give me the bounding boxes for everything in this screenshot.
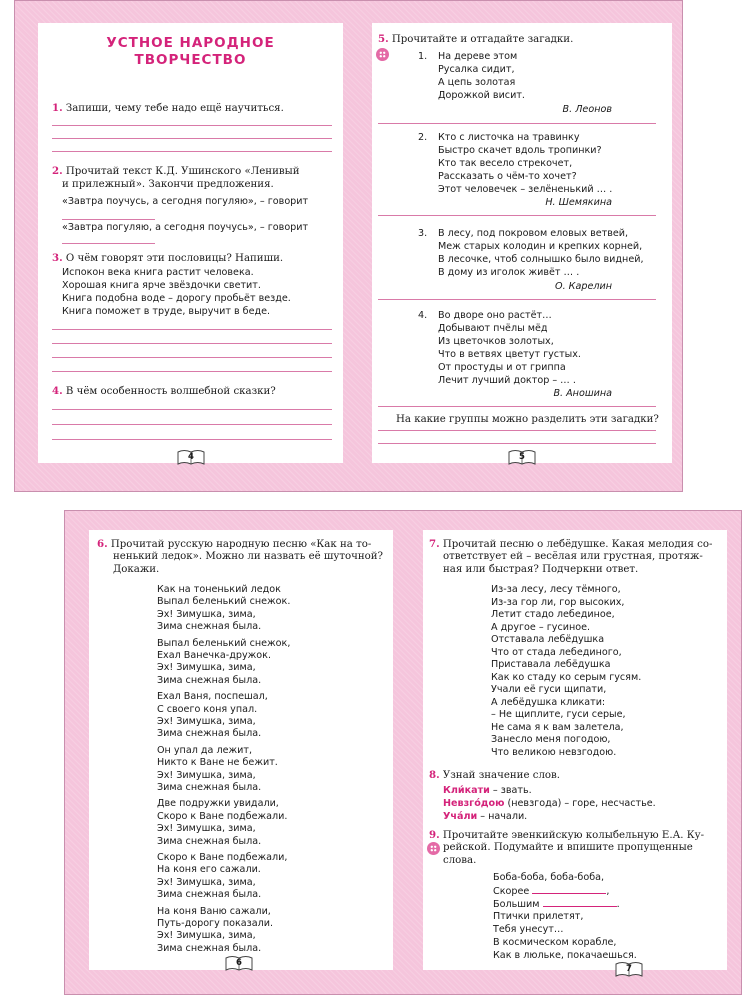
fill-in-blank[interactable] (532, 884, 606, 894)
song-line: Не сама я к вам залетела, (491, 721, 624, 733)
section-title-line1: УСТНОЕ НАРОДНОЕ (106, 35, 275, 51)
answer-line[interactable] (52, 329, 332, 330)
task-1: 1. Запиши, чему тебе надо ещё научиться. (52, 102, 284, 114)
song-line: А другое – гусиное. (491, 621, 591, 633)
answer-line[interactable] (52, 357, 332, 358)
song-line: Зима снежная была. (157, 942, 262, 954)
proverb: Испокон века книга растит человека. (62, 267, 254, 278)
song-line: Что от стада лебединого, (491, 646, 622, 658)
lullaby-line: В космическом корабле, (493, 937, 617, 948)
riddle-line: А цепь золотая (438, 77, 516, 88)
riddle-line: Рассказать о чём-то хочет? (438, 171, 577, 182)
word-definition: Невзгóдою (невзгода) – горе, несчастье. (443, 798, 656, 809)
song-line: Эх! Зимушка, зима, (157, 876, 256, 888)
song-line: Из-за лесу, лесу тёмного, (491, 584, 621, 595)
book-spread-top (14, 0, 683, 492)
page-number: 4 (188, 452, 194, 462)
answer-line[interactable] (62, 243, 155, 244)
song-line: – Не щиплите, гуси серые, (491, 709, 626, 720)
page-number-badge (615, 961, 643, 977)
song-line: Ехал Ванечка-дружок. (157, 650, 271, 661)
riddle-line: На дереве этом (438, 51, 518, 62)
song-line: Зима снежная была. (157, 621, 262, 633)
riddle-line: От простуды и от гриппа (438, 362, 566, 373)
riddle-line: В лесочке, чтоб солнышко было видней, (438, 254, 644, 265)
song-line: Эх! Зимушка, зима, (157, 608, 256, 620)
pair-work-icon (376, 48, 389, 61)
page-4 (38, 23, 343, 463)
riddle-number: 4. (418, 310, 428, 321)
page-number: 5 (519, 452, 525, 462)
riddle-line: Меж старых колодин и крепких корней, (438, 241, 643, 252)
riddle-line: Быстро скачет вдоль тропинки? (438, 145, 602, 156)
song-line: Эх! Зимушка, зима, (157, 823, 256, 835)
section-title-line2: ТВОРЧЕСТВО (134, 52, 247, 68)
song-line: Из-за гор ли, гор высоких, (491, 596, 625, 608)
task-7: 7. Прочитай песню о лебёдушке. Какая мелодия со- (429, 538, 713, 550)
song-line: Занесло меня погодою, (491, 734, 611, 745)
riddle-number: 2. (418, 132, 428, 143)
task-2: 2. Прочитай текст К.Д. Ушинского «Ленивый (52, 165, 300, 177)
answer-line[interactable] (52, 343, 332, 344)
answer-line[interactable] (52, 151, 332, 152)
task-9-line3: слова. (443, 855, 477, 866)
word-definition: Учáли – начали. (443, 811, 528, 822)
riddle-author: О. Карелин (555, 281, 612, 292)
riddle-line: В лесу, под покровом еловых ветвей, (438, 228, 629, 239)
song-line: Эх! Зимушка, зима, (157, 716, 256, 727)
task-9: 9. Прочитайте эвенкийскую колыбельную Е.А. Ку- (429, 829, 705, 841)
page-6 (89, 530, 393, 970)
answer-line[interactable] (62, 219, 155, 220)
task-2-line2: и прилежный». Закончи предложения. (62, 179, 274, 190)
song-line: Зима снежная была. (157, 889, 262, 901)
sentence-1: «Завтра поучусь, а сегодня погуляю», – говорит (62, 196, 309, 207)
answer-line[interactable] (52, 125, 332, 126)
task-6-line2: ненький ледок». Можно ли назвать её шуточной? (113, 551, 384, 562)
fill-in-blank[interactable] (543, 897, 617, 907)
question: На какие группы можно разделить эти загадки? (396, 414, 659, 425)
song-line: Учали её гуси щипати, (491, 684, 607, 695)
answer-line[interactable] (378, 123, 656, 124)
riddle-author: Н. Шемякина (545, 197, 612, 208)
answer-line[interactable] (378, 443, 656, 444)
riddle-line: Этот человечек – зелёненький … . (438, 184, 613, 195)
page-number: 6 (236, 958, 242, 968)
task-3: 3. О чём говорят эти пословицы? Напиши. (52, 252, 284, 264)
page-5 (372, 23, 672, 463)
answer-line[interactable] (52, 439, 332, 440)
task-8: 8. Узнай значение слов. (429, 769, 561, 781)
lullaby-line: Скорее , (493, 886, 610, 897)
song-line: Отставала лебёдушка (491, 634, 605, 645)
song-line: С своего коня упал. (157, 703, 258, 715)
song-line: Что великою невзгодою. (491, 746, 617, 758)
song-line: Выпал беленький снежок. (157, 596, 291, 608)
lullaby-line: Боба-боба, боба-боба, (493, 872, 605, 883)
song-line: На коня Ваню сажали, (157, 905, 271, 917)
song-line: Летит стадо лебединое, (491, 609, 615, 620)
proverb: Хорошая книга ярче звёздочки светит. (62, 280, 261, 291)
pair-work-icon (427, 842, 440, 855)
song-line: Эх! Зимушка, зима, (157, 930, 256, 942)
page-number: 7 (626, 964, 632, 974)
song-line: Он упал да лежит, (157, 744, 252, 756)
riddle-number: 3. (418, 228, 428, 239)
song-line: Путь-дорогу показали. (157, 918, 274, 929)
page-7 (423, 530, 727, 974)
answer-line[interactable] (378, 299, 656, 300)
riddle-line: Русалка сидит, (438, 64, 515, 75)
song-line: Эх! Зимушка, зима, (157, 662, 256, 674)
song-line: Как на тоненький ледок (157, 584, 281, 595)
page-number-badge (177, 449, 205, 465)
answer-line[interactable] (378, 215, 656, 216)
song-line: Зима снежная была. (157, 674, 262, 686)
proverb: Книга подобна воде – дорогу пробьёт везде. (62, 293, 291, 304)
answer-line[interactable] (52, 424, 332, 425)
song-line: Как ко стаду ко серым гусям. (491, 671, 642, 683)
answer-line[interactable] (52, 371, 332, 372)
sentence-2: «Завтра погуляю, а сегодня поучусь», – говорит (62, 222, 309, 233)
song-line: На коня его сажали. (157, 864, 261, 876)
song-line: Зима снежная была. (157, 782, 262, 793)
song-line: Зима снежная была. (157, 835, 262, 847)
riddle-line: Дорожкой висит. (438, 90, 525, 101)
riddle-line: Во дворе оно растёт… (438, 310, 552, 321)
page-number-badge (225, 955, 253, 971)
song-line: Никто к Ване не бежит. (157, 757, 278, 769)
song-line: Ехал Ваня, поспешал, (157, 691, 268, 703)
word-definition: Кли́кати – звать. (443, 785, 532, 796)
page-number-badge (508, 449, 536, 465)
answer-line[interactable] (52, 409, 332, 410)
riddle-line: В дому из иголок живёт … . (438, 267, 580, 278)
task-7-line3: ная или быстрая? Подчеркни ответ. (443, 564, 639, 575)
riddle-line: Что в ветвях цветут густых. (438, 349, 581, 360)
lullaby-line: Как в люльке, покачаешься. (493, 950, 637, 961)
riddle-line: Лечит лучший доктор – … . (438, 375, 576, 386)
answer-line[interactable] (52, 138, 332, 139)
task-4: 4. В чём особенность волшебной сказки? (52, 385, 276, 397)
riddle-line: Кто так весело стрекочет, (438, 158, 573, 169)
riddle-author: В. Леонов (562, 104, 612, 115)
book-spread-bottom (64, 510, 742, 995)
lullaby-line: Птички прилетят, (493, 911, 584, 922)
task-7-line2: ответствует ей – весёлая или грустная, протяж- (443, 551, 703, 562)
riddle-line: Добывают пчёлы мёд (438, 323, 548, 334)
riddle-line: Из цветочков золотых, (438, 336, 554, 347)
answer-line[interactable] (378, 406, 656, 407)
song-line: Две подружки увидали, (157, 798, 279, 810)
song-line: Приставала лебёдушка (491, 659, 611, 670)
lullaby-line: Большим . (493, 899, 620, 910)
song-line: Эх! Зимушка, зима, (157, 769, 256, 781)
task-5: 5. Прочитайте и отгадайте загадки. (378, 33, 574, 45)
answer-line[interactable] (378, 430, 656, 431)
song-line: Скоро к Ване подбежали. (157, 810, 288, 822)
riddle-line: Кто с листочка на травинку (438, 132, 580, 143)
song-line: Зима снежная была. (157, 728, 262, 740)
task-9-line2: рейской. Подумайте и впишите пропущенные (443, 842, 693, 853)
riddle-number: 1. (418, 51, 428, 62)
proverb: Книга поможет в труде, выручит в беде. (62, 306, 271, 317)
song-line: Выпал беленький снежок, (157, 637, 291, 649)
song-line: Скоро к Ване подбежали, (157, 852, 288, 863)
riddle-author: В. Аношина (553, 388, 612, 399)
song-line: А лебёдушка кликати: (491, 696, 606, 708)
lullaby-line: Тебя унесут… (493, 924, 564, 935)
task-6-line3: Докажи. (113, 564, 160, 575)
task-6: 6. Прочитай русскую народную песню «Как на то- (97, 538, 372, 550)
